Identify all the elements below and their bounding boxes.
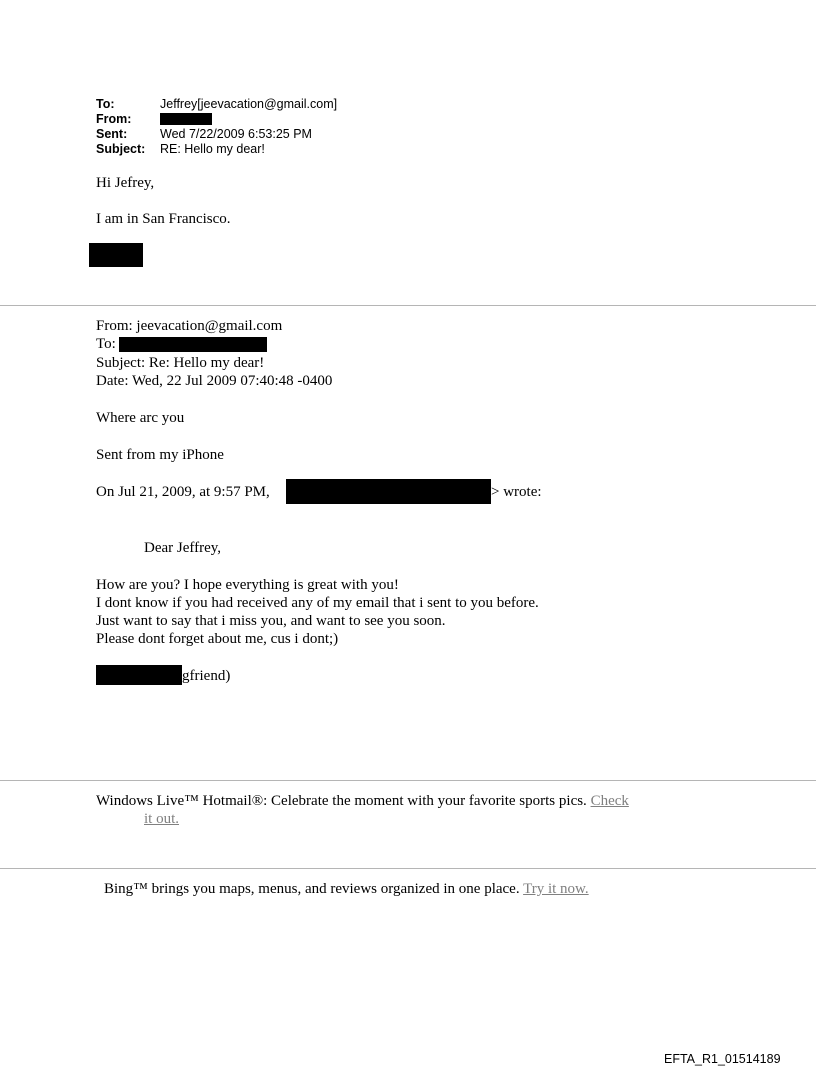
quoted-date: Date: Wed, 22 Jul 2009 07:40:48 -0400 (96, 373, 333, 389)
document-id: EFTA_R1_01514189 (664, 1052, 781, 1066)
redaction-sign-name (96, 665, 182, 685)
quoted2-line: I dont know if you had received any of my email that i sent to you before. (96, 595, 539, 611)
redaction-quoted-to (119, 337, 267, 352)
divider-1 (0, 305, 816, 306)
redaction-signature (89, 243, 143, 267)
quoted-from: From: jeevacation@gmail.com (96, 318, 283, 334)
quoted-on-prefix: On Jul 21, 2009, at 9:57 PM, (96, 484, 270, 500)
sent-value: Wed 7/22/2009 6:53:25 PM (160, 127, 312, 141)
bing-ad-link[interactable]: Try it now. (523, 881, 589, 897)
to-label: To: (96, 97, 115, 111)
hotmail-ad-link-part2[interactable]: it out. (144, 811, 180, 827)
quoted2-greeting: Dear Jeffrey, (144, 540, 222, 556)
bing-ad-text (104, 880, 589, 898)
redaction-from (160, 113, 212, 125)
quoted2-sign-suffix: gfriend) (182, 668, 231, 684)
quoted-signature: Sent from my iPhone (96, 447, 224, 463)
bing-ad-message: Bing™ brings you maps, menus, and reviews organized in one place. (104, 881, 520, 897)
reply-line: I am in San Francisco. (96, 211, 231, 227)
subject-label: Subject: (96, 142, 146, 156)
to-value: Jeffrey[jeevacation@gmail.com] (160, 97, 338, 111)
quoted-on-suffix: > wrote: (491, 484, 542, 500)
quoted-body: Where arc you (96, 410, 185, 426)
email-header (96, 97, 496, 157)
quoted-to-label: To: (96, 336, 116, 352)
quoted-subject: Subject: Re: Hello my dear! (96, 355, 265, 371)
divider-2 (0, 780, 816, 781)
hotmail-ad-message: Windows Live™ Hotmail®: Celebrate the moment with your favorite sports pics. (96, 793, 587, 809)
divider-3 (0, 868, 816, 869)
subject-value: RE: Hello my dear! (160, 142, 265, 156)
sent-label: Sent: (96, 127, 128, 141)
quoted2-line: Just want to say that i miss you, and want to see you soon. (96, 613, 446, 629)
from-label: From: (96, 112, 132, 126)
hotmail-ad-link-part1[interactable]: Check (590, 793, 629, 809)
reply-greeting: Hi Jefrey, (96, 175, 155, 191)
redaction-sender (286, 479, 491, 504)
quoted2-line: Please dont forget about me, cus i dont;) (96, 631, 339, 647)
hotmail-ad-text (96, 792, 629, 810)
quoted2-line: How are you? I hope everything is great with you! (96, 577, 399, 593)
